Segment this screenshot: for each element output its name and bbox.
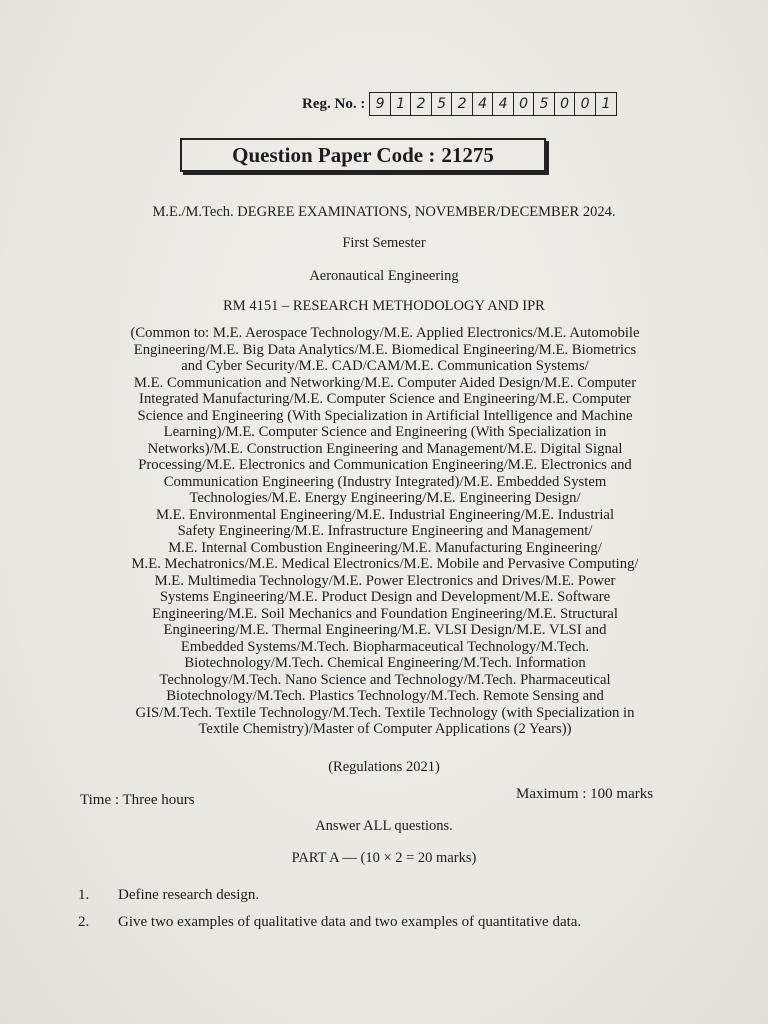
common-line: Technologies/M.E. Energy Engineering/M.E. Engineering Design/ [189, 490, 581, 506]
common-line: M.E. Communication and Networking/M.E. Computer Aided Design/M.E. Computer [133, 374, 637, 391]
question-paper-code-label: Question Paper Code : [232, 142, 436, 167]
common-line: Learning)/M.E. Computer Science and Engineering (With Specialization in [163, 424, 607, 440]
reg-digit: 0 [514, 93, 535, 115]
common-line: Integrated Manufacturing/M.E. Computer Science and Engineering/M.E. Computer [139, 391, 631, 407]
exam-title: M.E./M.Tech. DEGREE EXAMINATIONS, NOVEMBER/DECEMBER 2024. [152, 204, 616, 220]
question-number: 2. [78, 914, 90, 930]
common-line: M.E. Internal Combustion Engineering/M.E. Manufacturing Engineering/ [168, 539, 602, 556]
time-allowed: Time : Three hours [80, 792, 195, 808]
reg-digit: 1 [391, 93, 412, 115]
common-line: M.E. Mechatronics/M.E. Medical Electronics/M.E. Mobile and Pervasive Computing/ [131, 556, 639, 572]
reg-no-label: Reg. No. : [302, 95, 366, 112]
common-line: Biotechnology/M.Tech. Chemical Engineering/M.Tech. Information [184, 655, 586, 671]
common-line: M.E. Multimedia Technology/M.E. Power Electronics and Drives/M.E. Power [154, 572, 616, 589]
reg-digit: 5 [432, 93, 453, 115]
reg-digit: 5 [534, 93, 555, 115]
regulations: (Regulations 2021) [328, 759, 440, 775]
common-line: GIS/M.Tech. Textile Technology/M.Tech. Textile Technology (with Specialization in [135, 704, 635, 721]
common-line: Technology/M.Tech. Nano Science and Technology/M.Tech. Pharmaceutical [159, 671, 611, 688]
common-line: Communication Engineering (Industry Integrated)/M.E. Embedded System [163, 473, 607, 490]
reg-digit: 2 [411, 93, 432, 115]
department: Aeronautical Engineering [309, 268, 459, 284]
semester: First Semester [342, 235, 426, 251]
common-line: Engineering/M.E. Soil Mechanics and Foundation Engineering/M.E. Structural [152, 605, 618, 622]
common-to-list [60, 325, 710, 738]
common-line: Biotechnology/M.Tech. Plastics Technology/M.Tech. Remote Sensing and [166, 688, 604, 704]
reg-digit: 2 [452, 93, 473, 115]
common-line: M.E. Environmental Engineering/M.E. Industrial Engineering/M.E. Industrial [155, 506, 615, 523]
common-line: and Cyber Security/M.E. CAD/CAM/M.E. Communication Systems/ [181, 358, 589, 374]
reg-digit: 0 [555, 93, 576, 115]
instruction: Answer ALL questions. [315, 818, 453, 834]
common-line: Engineering/M.E. Big Data Analytics/M.E. Biomedical Engineering/M.E. Biometrics [133, 341, 637, 358]
question-text: Give two examples of qualitative data and two examples of quantitative data. [118, 914, 582, 930]
reg-digit: 9 [370, 93, 391, 115]
part-a-heading: PART A — (10 × 2 = 20 marks) [291, 850, 477, 866]
question-item [78, 914, 581, 931]
common-line: (Common to: M.E. Aerospace Technology/M.E. Applied Electronics/M.E. Automobile [130, 325, 640, 341]
question-paper-code-value: 21275 [441, 142, 494, 167]
question-item [78, 887, 259, 904]
question-number: 1. [78, 887, 90, 903]
subject-title: RM 4151 – RESEARCH METHODOLOGY AND IPR [223, 298, 545, 314]
reg-digit: 4 [473, 93, 494, 115]
common-line: Science and Engineering (With Specialization in Artificial Intelligence and Machine [137, 407, 633, 424]
reg-digit: 4 [493, 93, 514, 115]
common-line: Systems Engineering/M.E. Product Design and Development/M.E. Software [159, 589, 611, 605]
question-text: Define research design. [118, 887, 260, 903]
maximum-marks: Maximum : 100 marks [516, 786, 654, 802]
common-line: Safety Engineering/M.E. Infrastructure Engineering and Management/ [177, 523, 593, 539]
common-line: Embedded Systems/M.Tech. Biopharmaceutical Technology/M.Tech. [180, 638, 590, 655]
common-line: Engineering/M.E. Thermal Engineering/M.E. VLSI Design/M.E. VLSI and [163, 622, 607, 638]
reg-no-boxes [369, 92, 617, 116]
reg-digit: 1 [601, 96, 611, 112]
common-line: Networks)/M.E. Construction Engineering and Management/M.E. Digital Signal [147, 440, 623, 457]
question-paper-code [180, 138, 546, 172]
reg-digit: 0 [575, 93, 596, 115]
common-line: Processing/M.E. Electronics and Communication Engineering/M.E. Electronics and [138, 457, 632, 473]
reg-no [302, 92, 617, 116]
common-line: Textile Chemistry)/Master of Computer Applications (2 Years)) [198, 721, 572, 737]
